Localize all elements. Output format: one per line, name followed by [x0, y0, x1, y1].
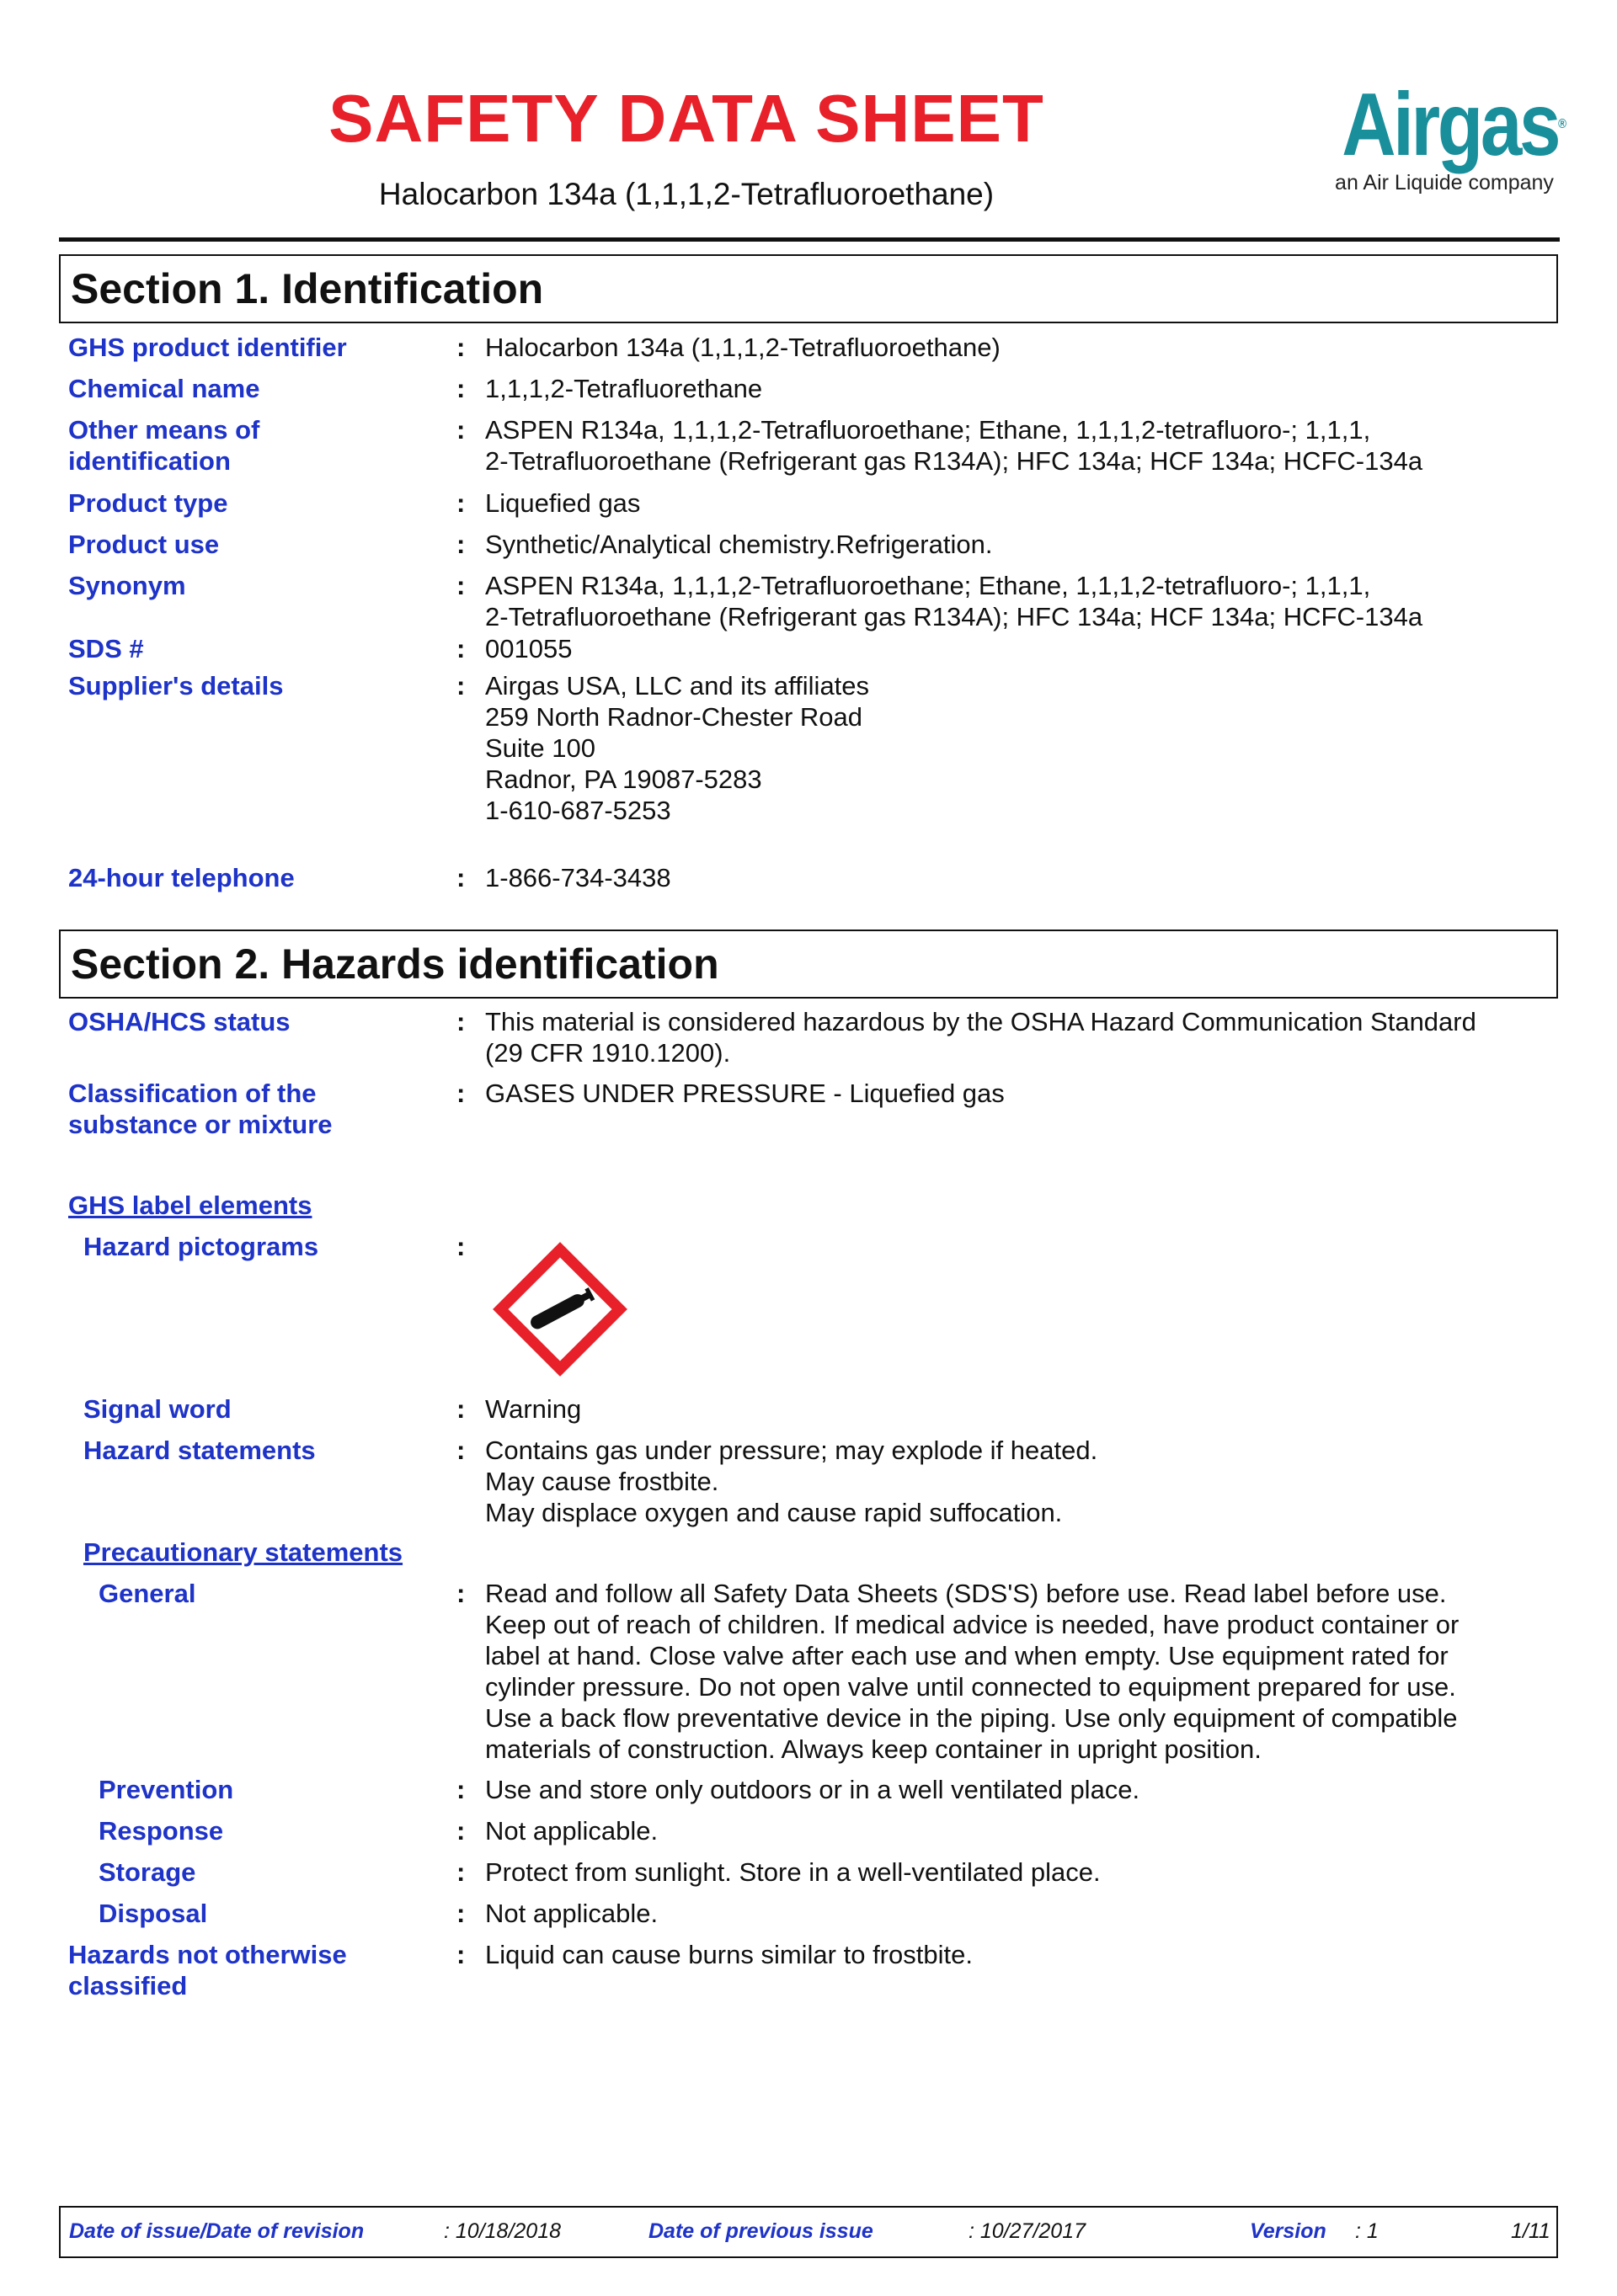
section-2-heading-box — [59, 930, 1558, 999]
logo-registered-mark: ® — [1558, 117, 1564, 131]
colon: : — [456, 634, 466, 663]
section-1-heading: Section 1. Identification — [71, 265, 544, 312]
row-label: Chemical name — [68, 374, 260, 403]
colon: : — [456, 1816, 466, 1846]
row-value: ASPEN R134a, 1,1,1,2-Tetrafluoroethane; Ethane, 1,1,1,2-tetrafluoro-; 1,1,1, 2-Tetrafluoroethane (Refrigerant gas R134A); HFC 134a; HCF 134a; HCFC-134a — [485, 415, 1423, 476]
footer-issue-label: Date of issue/Date of revision — [69, 2219, 365, 2243]
colon: : — [456, 1579, 466, 1608]
row-label: Synonym — [68, 571, 186, 600]
row-value: Contains gas under pressure; may explode if heated. May cause frostbite. May displace oxygen and cause rapid suffocation. — [485, 1436, 1098, 1527]
colon: : — [456, 374, 466, 403]
section-2-heading: Section 2. Hazards identification — [71, 940, 719, 988]
colon: : — [456, 671, 466, 701]
row-value: Airgas USA, LLC and its affiliates 259 North Radnor-Chester Road Suite 100 Radnor, PA 19087-5283 1-610-687-5253 — [485, 671, 870, 825]
row-label: Signal word — [83, 1394, 232, 1424]
colon: : — [456, 1079, 466, 1108]
row-label: Hazards not otherwise classified — [68, 1940, 347, 2000]
colon: : — [456, 1775, 466, 1804]
row-label: Response — [99, 1816, 224, 1846]
row-label: Hazard statements — [83, 1436, 316, 1465]
row-label: Storage — [99, 1857, 196, 1887]
colon: : — [456, 488, 466, 518]
colon: : — [456, 1857, 466, 1887]
row-label: GHS product identifier — [68, 333, 347, 362]
footer-page-number: 1/11 — [1511, 2219, 1550, 2243]
colon: : — [456, 571, 466, 600]
row-value: Use and store only outdoors or in a well ventilated place. — [485, 1775, 1140, 1804]
gas-cylinder-pictogram-icon — [488, 1238, 632, 1381]
colon: : — [456, 1436, 466, 1465]
ghs-label-elements-link[interactable]: GHS label elements — [68, 1191, 312, 1220]
footer-issue-value: : 10/18/2018 — [444, 2219, 562, 2243]
row-label: Hazard pictograms — [83, 1232, 319, 1261]
colon: : — [456, 530, 466, 559]
row-value: Read and follow all Safety Data Sheets (SDS'S) before use. Read label before use. Keep out of reach of children. If medical advice is needed, have product container or label at hand. Close valve after each use and when empty. Use equipment rated for cylinder pressure. Do not open valve until connected to equipment prepared for use. Use a back flow preventative device in the piping. Use only equipment of compatible materials of construction. Always keep container in upright position. — [485, 1579, 1460, 1764]
footer-previous-value: : 10/27/2017 — [969, 2219, 1086, 2243]
precautionary-statements-link[interactable]: Precautionary statements — [83, 1537, 403, 1567]
row-label: Product type — [68, 488, 228, 518]
document-subtitle: Halocarbon 134a (1,1,1,2-Tetrafluoroethane) — [378, 177, 995, 211]
row-value: ASPEN R134a, 1,1,1,2-Tetrafluoroethane; Ethane, 1,1,1,2-tetrafluoro-; 1,1,1, 2-Tetrafluoroethane (Refrigerant gas R134A); HFC 134a; HCF 134a; HCFC-134a — [485, 571, 1423, 631]
row-label: Disposal — [99, 1899, 208, 1928]
header-divider — [59, 237, 1560, 242]
colon: : — [456, 1007, 466, 1036]
row-label: SDS # — [68, 634, 144, 663]
footer-version-label: Version — [1250, 2219, 1326, 2243]
document-title: SAFETY DATA SHEET — [328, 81, 1044, 156]
row-value: Liquid can cause burns similar to frostbite. — [485, 1940, 973, 1969]
colon: : — [456, 415, 466, 445]
logo-name: Airgas — [1342, 75, 1559, 174]
row-value: GASES UNDER PRESSURE - Liquefied gas — [485, 1079, 1005, 1108]
row-label: Product use — [68, 530, 220, 559]
footer-version-value: : 1 — [1355, 2219, 1379, 2243]
row-label: Other means of identification — [68, 415, 260, 476]
colon: : — [456, 333, 466, 362]
colon: : — [456, 1940, 466, 1969]
row-value: Liquefied gas — [485, 488, 641, 518]
row-value: Not applicable. — [485, 1816, 659, 1846]
row-label: 24-hour telephone — [68, 863, 295, 892]
row-value: This material is considered hazardous by the OSHA Hazard Communication Standard (29 CFR 1910.1200). — [485, 1007, 1476, 1068]
airgas-logo — [1322, 75, 1566, 195]
colon: : — [456, 1899, 466, 1928]
footer-previous-label: Date of previous issue — [648, 2219, 873, 2243]
colon: : — [456, 1232, 466, 1261]
row-value: Halocarbon 134a (1,1,1,2-Tetrafluoroethane) — [485, 333, 1001, 362]
colon: : — [456, 1394, 466, 1424]
row-value: 001055 — [485, 634, 573, 663]
row-value: Synthetic/Analytical chemistry.Refrigeration. — [485, 530, 993, 559]
row-label: Classification of the substance or mixture — [68, 1079, 333, 1139]
page-footer — [59, 2206, 1558, 2258]
row-label: Prevention — [99, 1775, 234, 1804]
row-value: Protect from sunlight. Store in a well-ventilated place. — [485, 1857, 1101, 1887]
row-label: OSHA/HCS status — [68, 1007, 291, 1036]
row-label: General — [99, 1579, 196, 1608]
logo-tagline: an Air Liquide company — [1335, 171, 1554, 194]
row-label: Supplier's details — [68, 671, 284, 701]
row-value: Not applicable. — [485, 1899, 659, 1928]
colon: : — [456, 863, 466, 892]
row-value: Warning — [485, 1394, 582, 1424]
row-value: 1-866-734-3438 — [485, 863, 671, 892]
row-value: 1,1,1,2-Tetrafluorethane — [485, 374, 763, 403]
section-1-heading-box — [59, 254, 1558, 323]
